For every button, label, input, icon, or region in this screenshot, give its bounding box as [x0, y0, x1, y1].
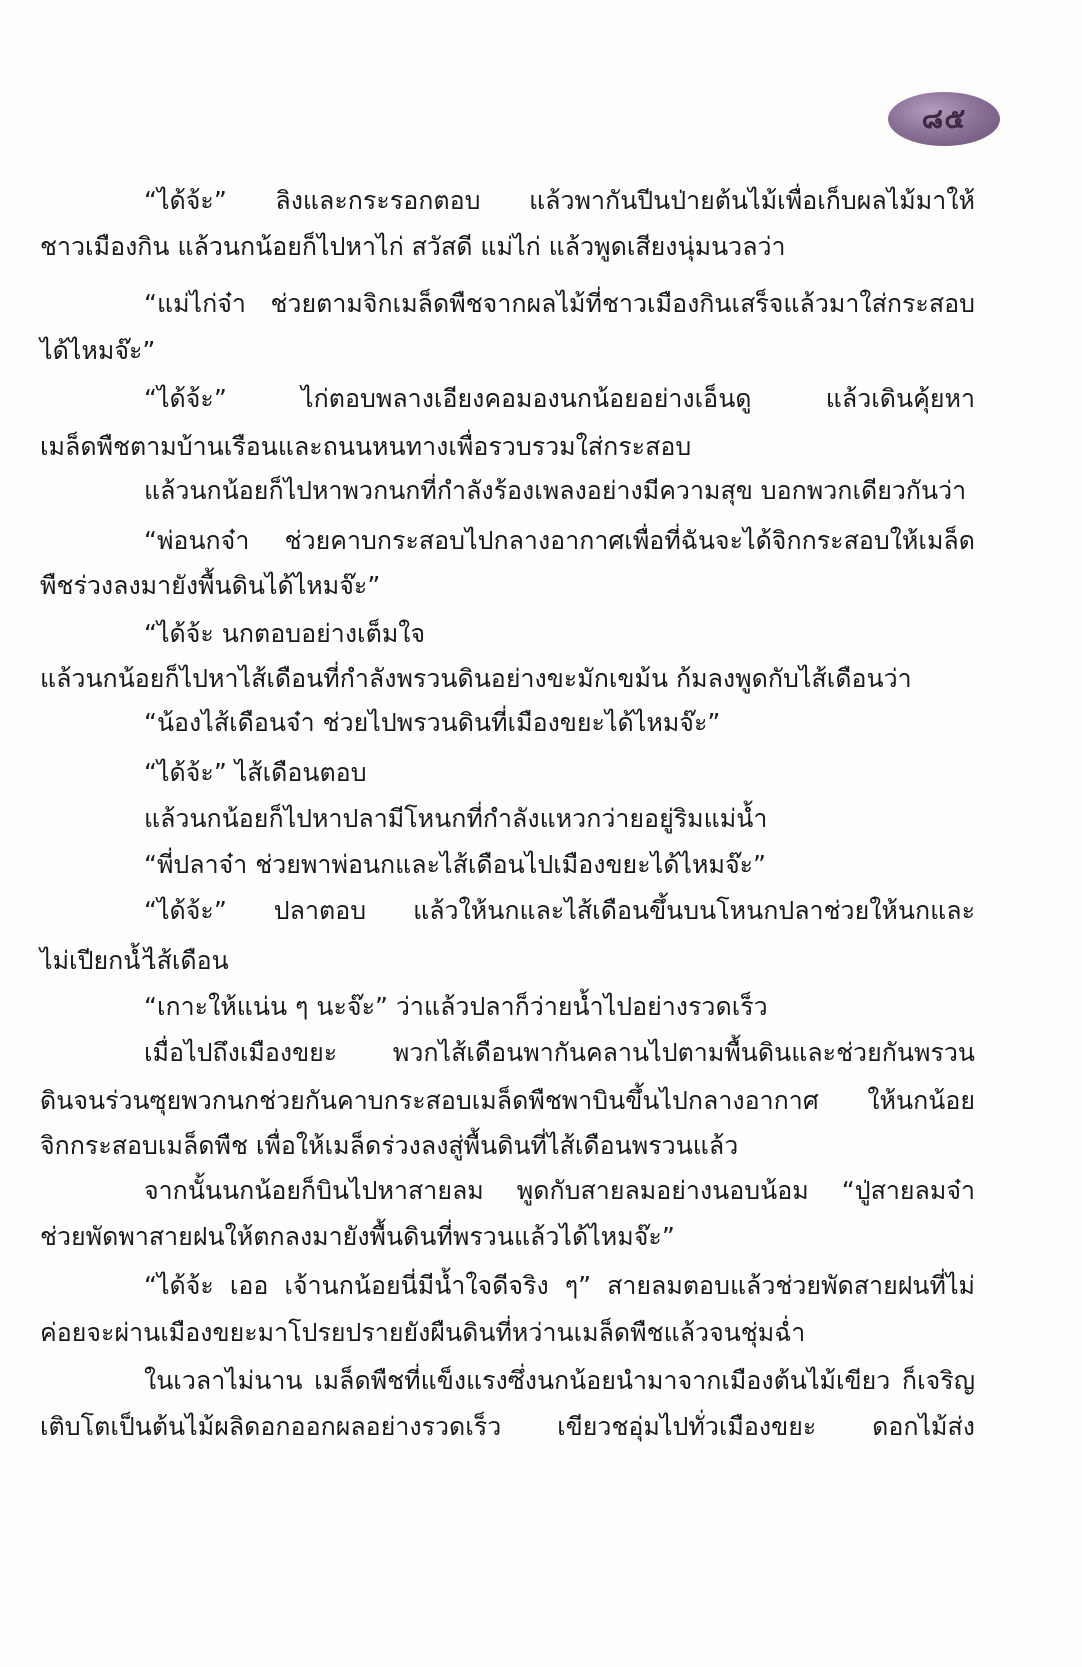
text-line: “ได้จ้ะ” ลิงและกระรอกตอบ แล้วพากันปีนป่ายต้นไม้เพื่อเก็บผลไม้มาให้	[144, 186, 975, 215]
text-line: “ได้จ้ะ นกตอบอย่างเต็มใจ	[144, 619, 426, 648]
text-line: แล้วนกน้อยก็ไปหาไส้เดือนที่กำลังพรวนดินอย่างขะมักเขม้น ก้มลงพูดกับไส้เดือนว่า	[40, 664, 912, 693]
text-line: “น้องไส้เดือนจ๋า ช่วยไปพรวนดินที่เมืองขยะได้ไหมจ๊ะ”	[144, 708, 721, 737]
text-line: จากนั้นนกน้อยก็บินไปหาสายลม พูดกับสายลมอย่างนอบน้อม “ปู่สายลมจ๋า	[144, 1176, 975, 1205]
text-line: ค่อยจะผ่านเมืองขยะมาโปรยปรายยังผืนดินที่หว่านเมล็ดพืชแล้วจนชุ่มฉ่ำ	[40, 1318, 806, 1347]
text-line: ไม่เปียกน้ำ	[40, 946, 155, 975]
text-line: “พ่อนกจ๋า ช่วยคาบกระสอบไปกลางอากาศเพื่อที่ฉันจะได้จิกกระสอบให้เมล็ด	[144, 526, 975, 555]
text-line: ในเวลาไม่นาน เมล็ดพืชที่แข็งแรงซึ่งนกน้อยนำมาจากเมืองต้นไม้เขียว ก็เจริญ	[144, 1366, 975, 1395]
page-number: ๘๕	[921, 102, 967, 135]
text-line: ดินจนร่วนซุยพวกนกช่วยกันคาบกระสอบเมล็ดพืชพาบินขึ้นไปกลางอากาศ ให้นกน้อย	[40, 1086, 975, 1115]
text-line: เมล็ดพืชตามบ้านเรือนและถนนหนทางเพื่อรวบรวมใส่กระสอบ	[40, 432, 692, 461]
text-line: แล้วนกน้อยก็ไปหาพวกนกที่กำลังร้องเพลงอย่างมีความสุข บอกพวกเดียวกันว่า	[144, 476, 967, 505]
text-line: ชาวเมืองกิน แล้วนกน้อยก็ไปหาไก่ สวัสดี แม่ไก่ แล้วพูดเสียงนุ่มนวลว่า	[40, 232, 786, 261]
text-line: “ได้จ้ะ” ปลาตอบ แล้วให้นกและไส้เดือนขึ้นบนโหนกปลาช่วยให้นกและไส้เดือน	[144, 896, 975, 975]
text-line: จิกกระสอบเมล็ดพืช เพื่อให้เมล็ดร่วงลงสู่พื้นดินที่ไส้เดือนพรวนแล้ว	[40, 1131, 739, 1160]
text-line: แล้วนกน้อยก็ไปหาปลามีโหนกที่กำลังแหวกว่ายอยู่ริมแม่น้ำ	[144, 804, 768, 833]
text-line: ได้ไหมจ๊ะ”	[40, 336, 156, 365]
text-line: “พี่ปลาจ๋า ช่วยพาพ่อนกและไส้เดือนไปเมืองขยะได้ไหมจ๊ะ”	[144, 850, 766, 879]
text-line: “เกาะให้แน่น ๆ นะจ๊ะ” ว่าแล้วปลาก็ว่ายน้ำไปอย่างรวดเร็ว	[144, 992, 768, 1021]
text-line: เติบโตเป็นต้นไม้ผลิดอกออกผลอย่างรวดเร็ว เขียวชอุ่มไปทั่วเมืองขยะ ดอกไม้ส่ง	[40, 1412, 975, 1441]
text-line: “ได้จ้ะ” ไส้เดือนตอบ	[144, 758, 367, 787]
text-line: พืชร่วงลงมายังพื้นดินได้ไหมจ๊ะ”	[40, 571, 381, 600]
text-line: ช่วยพัดพาสายฝนให้ตกลงมายังพื้นดินที่พรวนแล้วได้ไหมจ๊ะ”	[40, 1222, 675, 1251]
text-line: “แม่ไก่จ๋า ช่วยตามจิกเมล็ดพืชจากผลไม้ที่ชาวเมืองกินเสร็จแล้วมาใส่กระสอบ	[144, 289, 975, 318]
text-line: “ได้จ้ะ” ไก่ตอบพลางเอียงคอมองนกน้อยอย่างเอ็นดู แล้วเดินคุ้ยหา	[144, 384, 975, 413]
text-line: “ได้จ้ะ เออ เจ้านกน้อยนี่มีน้ำใจดีจริง ๆ” สายลมตอบแล้วช่วยพัดสายฝนที่ไม่	[144, 1271, 975, 1300]
page-number-badge	[888, 92, 1000, 146]
text-line: เมื่อไปถึงเมืองขยะ พวกไส้เดือนพากันคลานไปตามพื้นดินและช่วยกันพรวน	[144, 1038, 975, 1067]
